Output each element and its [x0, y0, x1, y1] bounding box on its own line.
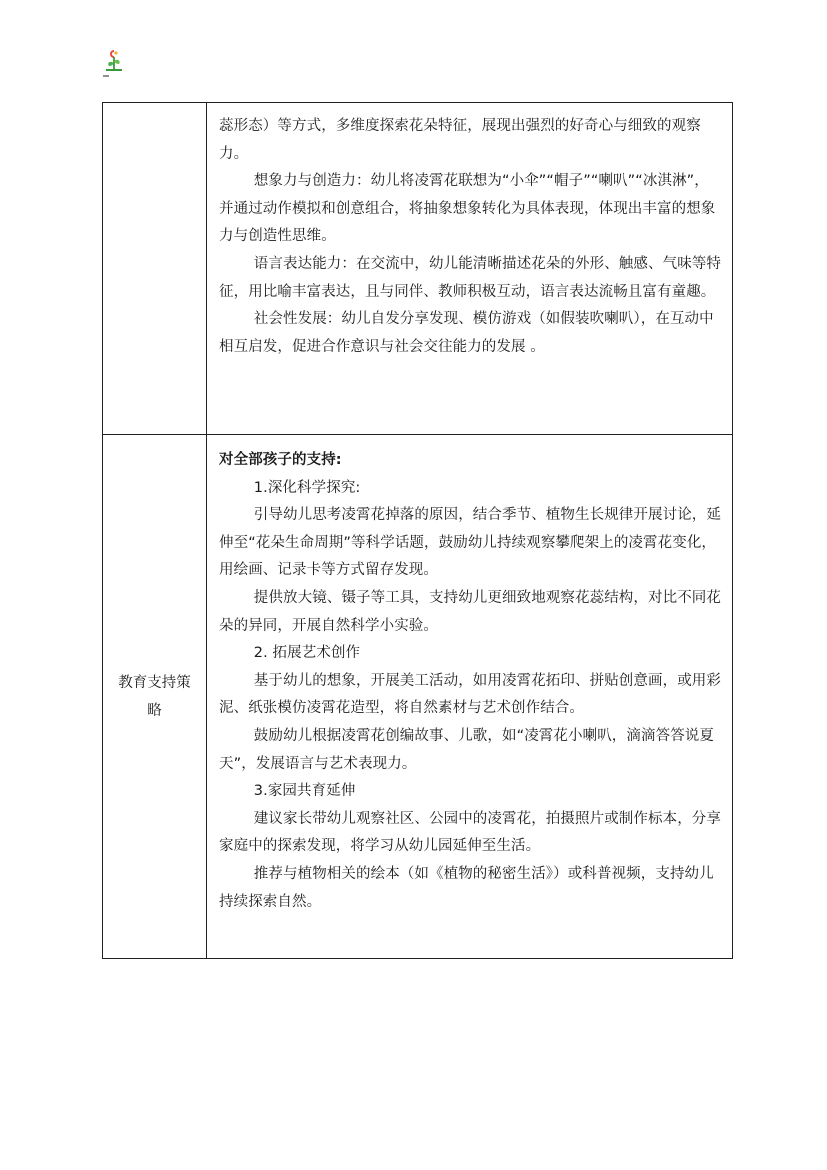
content-cell	[207, 435, 733, 959]
content-cell	[207, 103, 733, 435]
school-logo-icon	[103, 48, 125, 78]
table-row	[103, 435, 733, 959]
table-row	[103, 103, 733, 435]
row-label: 教育支持策略	[103, 435, 207, 959]
paragraph: 3.家园共育延伸	[253, 783, 356, 800]
paragraph: 提供放大镜、镊子等工具，支持幼儿更细致地观察花蕊结构，对比不同花朵的异同，开展自然科学小实验。	[219, 589, 721, 634]
paragraph: 2. 拓展艺术创作	[253, 645, 361, 662]
paragraph: 建议家长带幼儿观察社区、公园中的凌霄花，拍摄照片或制作标本，分享家庭中的探索发现，将学习从幼儿园延伸至生活。	[219, 810, 721, 855]
paragraph: 蕊形态）等方式，多维度探索花朵特征，展现出强烈的好奇心与细致的观察力。	[219, 118, 701, 162]
row-content	[207, 435, 732, 916]
row-label	[103, 103, 207, 435]
paragraph: 推荐与植物相关的绘本（如《植物的秘密生活》）或科普视频，支持幼儿持续探索自然。	[219, 865, 714, 910]
paragraph: 社会性发展：幼儿自发分享发现、模仿游戏（如假装吹喇叭），在互动中相互启发，促进合作意识与社会交往能力的发展 。	[219, 311, 714, 355]
paragraph: 对全部孩子的支持:	[219, 452, 342, 468]
paragraph: 基于幼儿的想象，开展美工活动，如用凌霄花拓印、拼贴创意画，或用彩泥、纸张模仿凌霄花造型，将自然素材与艺术创作结合。	[219, 672, 721, 717]
paragraph: 语言表达能力：在交流中，幼儿能清晰描述花朵的外形、触感、气味等特征，用比喻丰富表达，且与同伴、教师积极互动，语言表达流畅且富有童趣。	[219, 255, 721, 300]
paragraph: 1.深化科学探究:	[253, 479, 361, 496]
paragraph: 引导幼儿思考凌霄花掉落的原因，结合季节、植物生长规律开展讨论，延伸至“花朵生命周期”等科学话题，鼓励幼儿持续观察攀爬架上的凌霄花变化，用绘画、记录卡等方式留存发现。	[219, 507, 721, 579]
row-content	[207, 103, 732, 361]
paragraph: 鼓励幼儿根据凌霄花创编故事、儿歌，如“凌霄花小喇叭，滴滴答答说夏天”，发展语言与艺术表现力。	[219, 727, 715, 772]
paragraph: 想象力与创造力：幼儿将凌霄花联想为“小伞”“帽子”“喇叭”“冰淇淋”，并通过动作模拟和创意组合，将抽象想象转化为具体表现，体现出丰富的想象力与创造性思维。	[219, 173, 716, 245]
evaluation-table	[102, 102, 733, 959]
